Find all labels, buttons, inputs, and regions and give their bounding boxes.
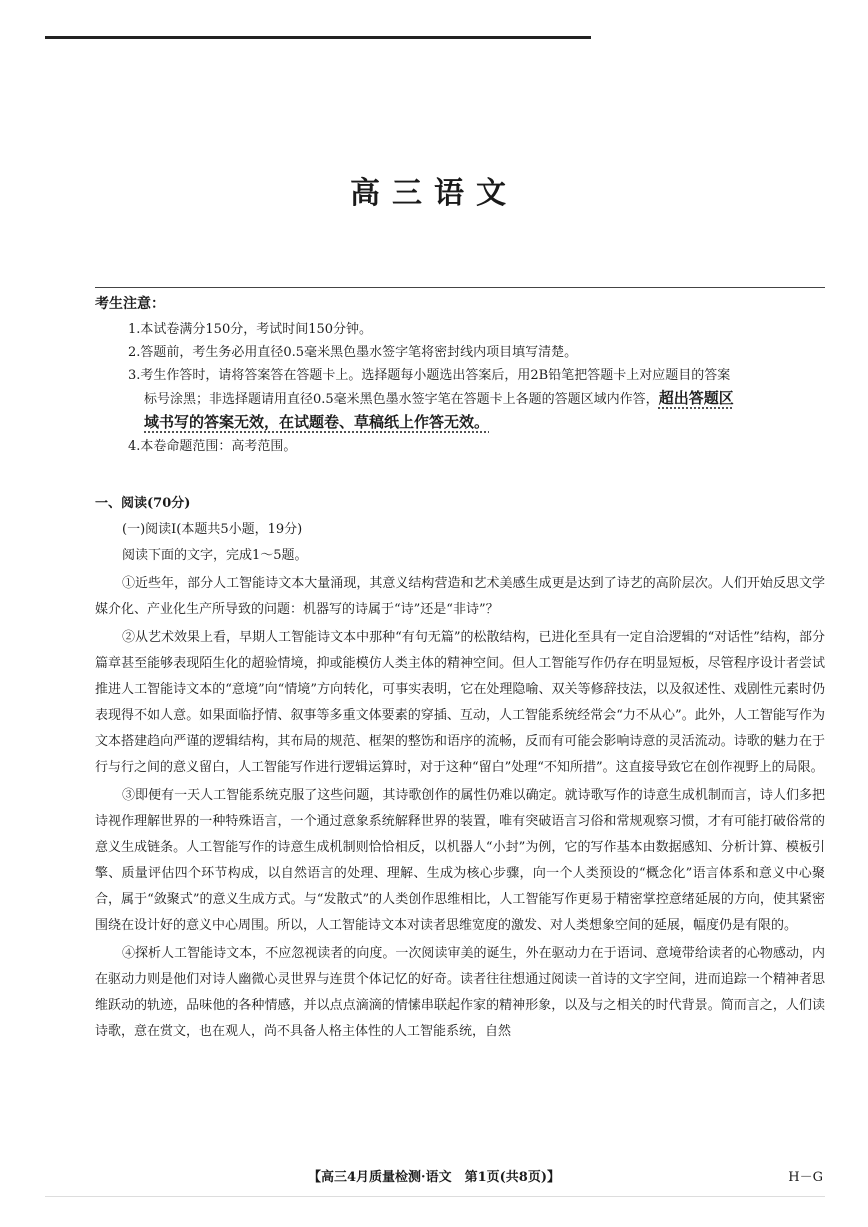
section-instruction: 阅读下面的文字，完成1～5题。 [122,548,308,563]
notice-list [128,318,828,458]
footer-code: H－G [788,1170,823,1185]
passage-paragraph-3: ③即便有一天人工智能系统克服了这些问题，其诗歌创作的属性仍难以确定。就诗歌写作的诗意生成机制而言，诗人们多把诗视作理解世界的一种特殊语言，一个通过意象系统解释世界的装置，唯有突破语言习俗和常规观察习惯，才有可能打破俗常的意义生成链条。人工智能写作的诗意生成机制则恰恰相反，以机器人“小封”为例，它的写作基本由数据感知、分析计算、模板引擎、质量评估四个环节构成，以自然语言的处理、理解、生成为核心步骤，向一个人类预设的“概念化”语言体系和意义中心聚合，属于“敛聚式”的意义生成方式。与“发散式”的人类创作思维相比，人工智能写作更易于精密掌控意绪延展的方向，使其紧密围绕在设计好的意义中心周围。所以，人工智能诗文本对读者思维宽度的激发、对人类想象空间的延展，幅度仍是有限的。 [95,788,825,933]
notice-heading: 考生注意： [95,296,165,312]
passage-paragraph-2: ②从艺术效果上看，早期人工智能诗文本中那种“有句无篇”的松散结构，已进化至具有一定自洽逻辑的“对话性”结构，部分篇章甚至能够表现陌生化的超验情境，抑或能模仿人类主体的精神空间。但人工智能写作仍存在明显短板，尽管程序设计者尝试推进人工智能诗文本的“意境”向“情境”方向转化，可事实表明，它在处理隐喻、双关等修辞技法，以及叙述性、戏剧性元素时仍表现得不如人意。如果面临抒情、叙事等多重文体要素的穿插、互动，人工智能系统经常会“力不从心”。此外，人工智能写作为文本搭建趋向严谨的逻辑结构，其布局的规范、框架的整饬和语序的流畅，反而有可能会影响诗意的灵活流动。诗歌的魅力在于行与行之间的意义留白，人工智能写作进行逻辑运算时，对于这种“留白”处理“不知所措”。这直接导致它在创作视野上的局限。 [95,630,825,775]
notice-item-2: 2.答题前，考生务必用直径0.5毫米黑色墨水签字笔将密封线内项目填写清楚。 [128,345,578,360]
notice-item-4: 4.本卷命题范围：高考范围。 [128,439,297,454]
notice-divider [95,287,825,288]
notice-item-3-line-1: 3.考生作答时，请将答案答在答题卡上。选择题每小题选出答案后，用2B铅笔把答题卡上对应题目的答案 [128,368,731,383]
reading-passage [95,571,825,1047]
notice-item-3-text: 标号涂黑；非选择题请用直径0.5毫米黑色墨水签字笔在答题卡上各题的答题区域内作答， [144,392,659,407]
top-rule [45,36,591,39]
notice-item-3-emphasis-1: 超出答题区 [658,389,734,407]
notice-item-3-line-2 [128,387,828,411]
section-subheading: (一)阅读Ⅰ(本题共5小题，19分) [122,522,303,537]
footer-page-info: 【高三4月质量检测·语文 第1页(共8页)】 [308,1170,560,1185]
section-heading: 一、阅读(70分) [95,496,191,511]
bottom-rule [45,1196,825,1197]
notice-item-1: 1.本试卷满分150分，考试时间150分钟。 [128,322,373,337]
passage-paragraph-4: ④探析人工智能诗文本，不应忽视读者的向度。一次阅读审美的诞生，外在驱动力在于语词、意境带给读者的心物感动，内在驱动力则是他们对诗人幽微心灵世界与连贯个体记忆的好奇。读者往往想通过阅读一首诗的文字空间，进而追踪一个精神者思维跃动的轨迹，品味他的各种情感，并以点点滴滴的情愫串联起作家的精神形象，以及与之相关的时代背景。简而言之，人们读诗歌，意在赏文，也在观人，尚不具备人格主体性的人工智能系统，自然 [95,946,825,1039]
page-title: 高三语文 [350,176,518,211]
notice-item-3-emphasis-2: 域书写的答案无效，在试题卷、草稿纸上作答无效。 [144,413,490,431]
notice-item-3-line-3 [128,411,828,435]
passage-paragraph-1: ①近些年，部分人工智能诗文本大量涌现，其意义结构营造和艺术美感生成更是达到了诗艺的高阶层次。人们开始反思文学媒介化、产业化生产所导致的问题：机器写的诗属于“诗”还是“非诗”？ [95,576,825,617]
